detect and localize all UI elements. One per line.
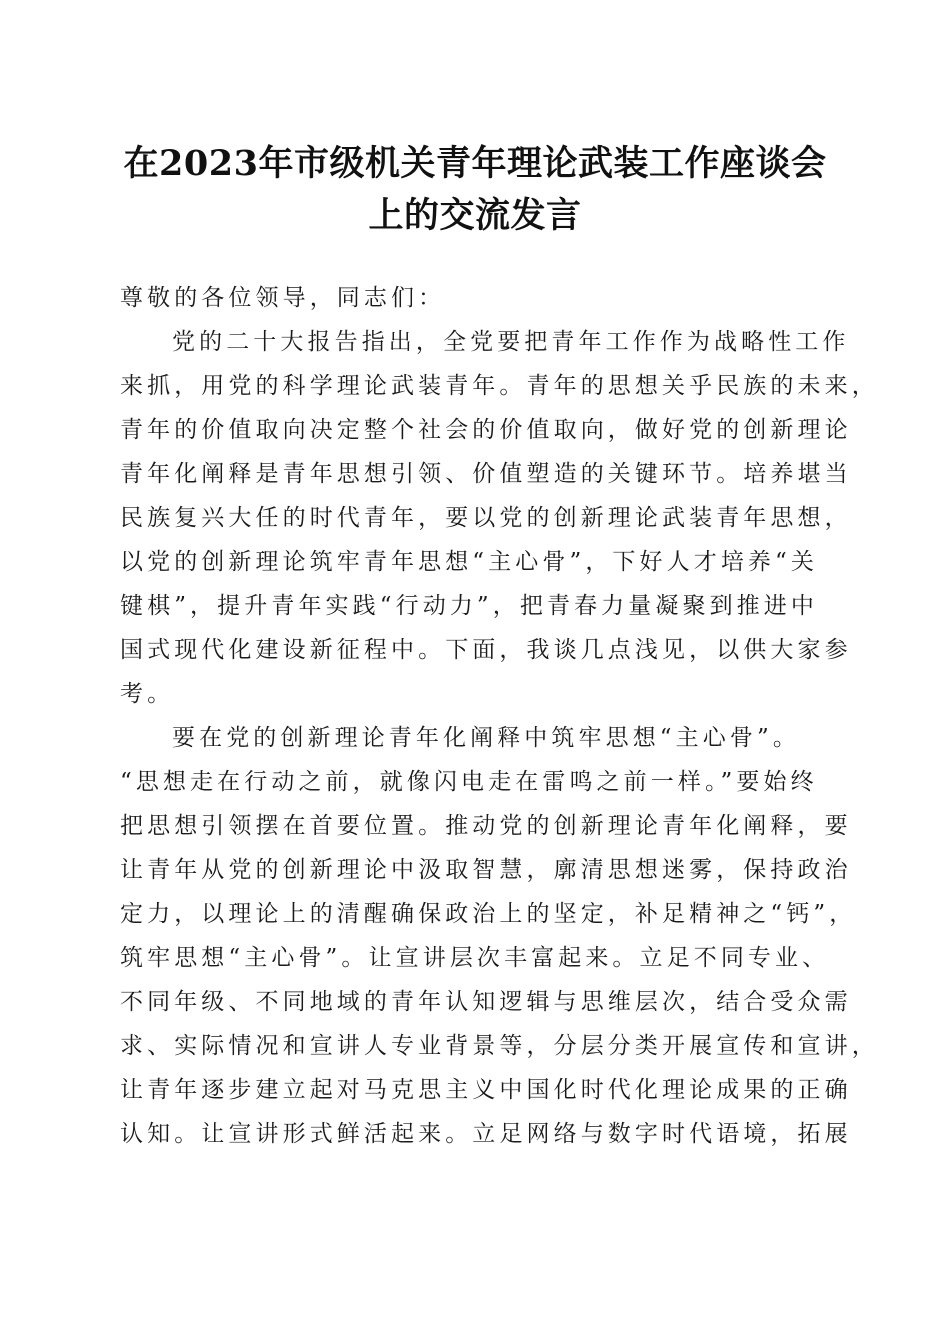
paragraph-line: 键棋”，提升青年实践“行动力”，把青春力量凝聚到推进中 [120,593,818,619]
paragraph-line: 让青年从党的创新理论中汲取智慧，廓清思想迷雾，保持政治 [120,857,852,883]
paragraph-line: 民族复兴大任的时代青年，要以党的创新理论武装青年思想， [120,505,852,531]
paragraph-line: 青年化阐释是青年思想引领、价值塑造的关键环节。培养堪当 [120,461,852,487]
salutation: 尊敬的各位领导，同志们： [120,285,446,311]
paragraph-line: 筑牢思想“主心骨”。让宣讲层次丰富起来。立足不同专业、 [120,945,830,971]
title-line-2: 上的交流发言 [368,195,582,236]
document-body [120,276,879,1156]
paragraph-line: 把思想引领摆在首要位置。推动党的创新理论青年化阐释，要 [120,813,852,839]
paragraph-line: 不同年级、不同地域的青年认知逻辑与思维层次，结合受众需 [120,989,852,1015]
paragraph-line: 党的二十大报告指出，全党要把青年工作作为战略性工作 [172,329,850,355]
paragraph-line: 国式现代化建设新征程中。下面，我谈几点浅见，以供大家参 [120,637,852,663]
paragraph-line: 考。 [120,681,175,707]
paragraph-line: 来抓，用党的科学理论武装青年。青年的思想关乎民族的未来， [120,373,879,399]
paragraph-line: 定力，以理论上的清醒确保政治上的坚定，补足精神之“钙”， [120,901,857,927]
paragraph-line: 让青年逐步建立起对马克思主义中国化时代化理论成果的正确 [120,1077,852,1103]
paragraph-line: 求、实际情况和宣讲人专业背景等，分层分类开展宣传和宣讲， [120,1033,879,1059]
title-line-1: 在2023年市级机关青年理论武装工作座谈会 [123,143,827,184]
paragraph-line: 青年的价值取向决定整个社会的价值取向，做好党的创新理论 [120,417,852,443]
document-title [100,138,850,242]
paragraph-line: “思想走在行动之前，就像闪电走在雷鸣之前一样。”要始终 [120,769,818,795]
paragraph-line: 认知。让宣讲形式鲜活起来。立足网络与数字时代语境，拓展 [120,1121,852,1147]
paragraph-line: 要在党的创新理论青年化阐释中筑牢思想“主心骨”。 [172,725,800,751]
paragraph-line: 以党的创新理论筑牢青年思想“主心骨”，下好人才培养“关 [120,549,818,575]
